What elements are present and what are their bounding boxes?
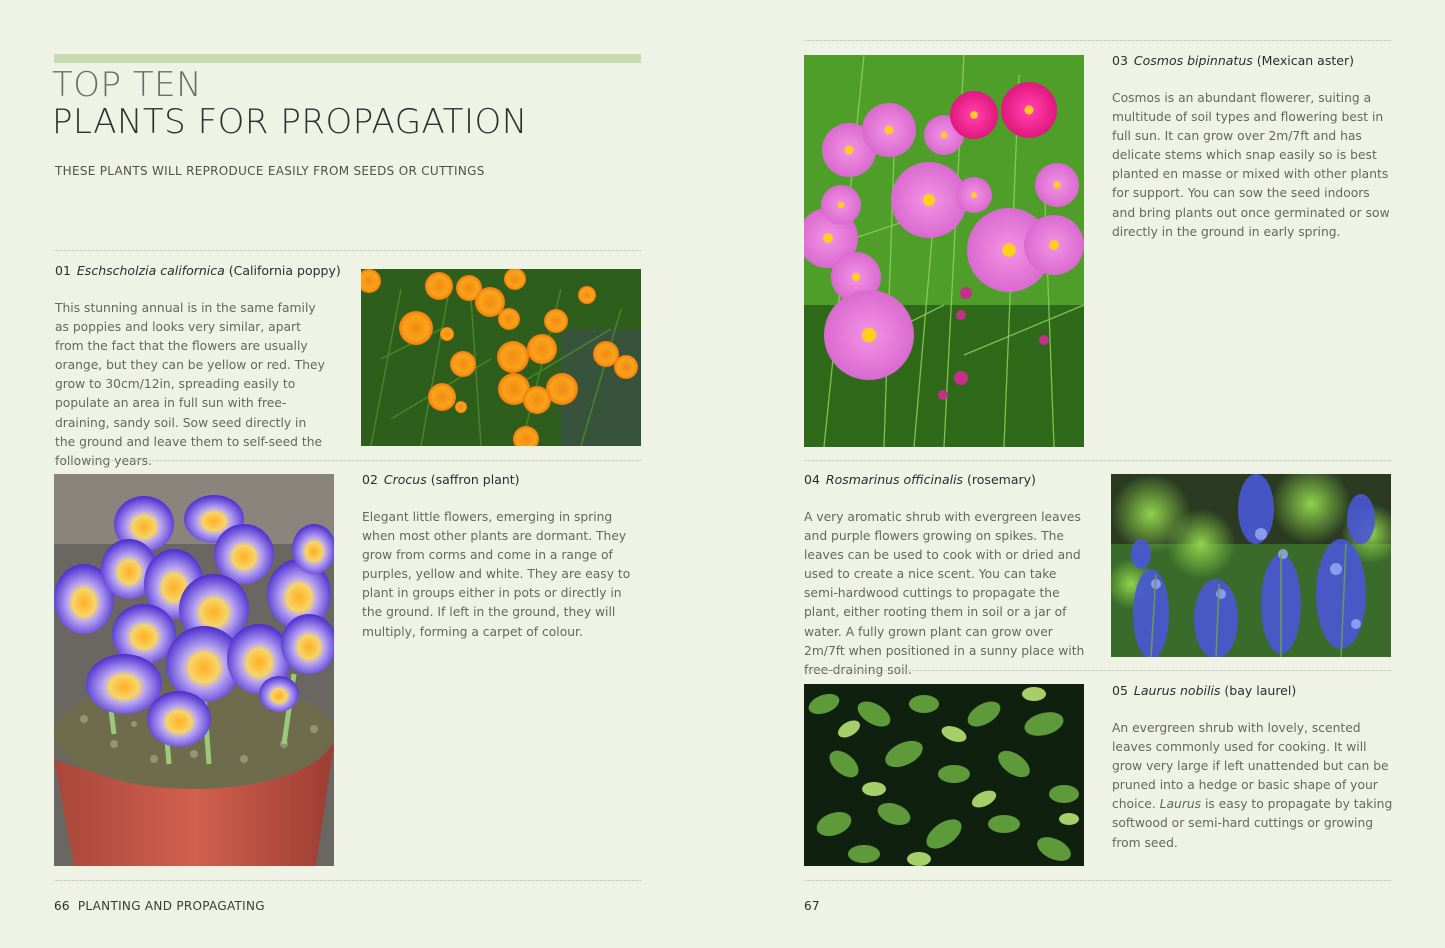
description-text: is easy to propagate by taking softwood or semi-hard cuttings or growing from seed. [1112,797,1393,850]
description-text: An evergreen shrub with lovely, scented leaves commonly used for cooking. It will grow very large if left unattended but can be pruned into a hedge or basic shape of your choice. [1112,721,1389,812]
common-name: (Mexican aster) [1256,53,1354,68]
latin-name: Crocus [383,472,427,487]
common-name: (California poppy) [228,263,341,278]
plant-01-heading [55,263,341,278]
plant-number: 02 [362,472,378,487]
bay-laurel-image [804,684,1084,866]
plant-number: 05 [1112,683,1128,698]
page-subtitle: THESE PLANTS WILL REPRODUCE EASILY FROM SEEDS OR CUTTINGS [55,164,485,178]
section-name: PLANTING AND PROPAGATING [77,899,265,913]
plant-03-heading [1112,53,1354,68]
common-name: (rosemary) [967,472,1036,487]
divider [804,880,1391,881]
plant-04-description: A very aromatic shrub with evergreen leaves and purple flowers growing on spikes. The leaves can be used to cook with or dried and used to create a nice scent. You can take semi-hardwood cuttings to propagate the plant, either rooting them in soil or a jar of water. A fully grown plant can grow over 2m/7ft when positioned in a sunny place with free-draining soil. [804,510,1085,677]
page-title-line1: TOP TEN [52,65,203,105]
divider [804,670,1391,671]
divider [54,460,641,461]
plant-number: 03 [1112,53,1128,68]
plant-number: 01 [55,263,71,278]
divider [804,460,1391,461]
right-page-footer [804,899,828,913]
latin-name: Eschscholzia californica [76,263,225,278]
pink-cosmos-image [804,55,1084,447]
plant-03-description: Cosmos is an abundant flowerer, suiting a multitude of soil types and flowering best in full sun. It can grow over 2m/7ft and has delicate stems which snap easily so is best planted en masse or mixed with other plants for support. You can sow the seed indoors and bring plants out once germinated or sow directly in the ground in early spring. [1112,91,1390,239]
common-name: (saffron plant) [430,472,520,487]
page-number: 66 [54,899,70,913]
page-number: 67 [804,899,820,913]
plant-01-description: This stunning annual is in the same family as poppies and looks very similar, apart from the fact that the flowers are usually orange, but they can be yellow or red. They grow to 30cm/12in, spreading easily to populate an area in full sun with free-draining, sandy soil. Sow seed directly in the ground and leave them to self-seed the following years. [55,301,325,468]
plant-02-heading [362,472,520,487]
latin-name: Cosmos bipinnatus [1133,53,1253,68]
plant-number: 04 [804,472,820,487]
plant-04-heading [804,472,1036,487]
divider [54,250,641,251]
orange-poppy-image [361,269,641,446]
purple-crocus-image [54,474,334,866]
divider [804,40,1391,41]
plant-02-description: Elegant little flowers, emerging in spring when most other plants are dormant. They grow from corms and come in a range of purples, yellow and white. They are easy to plant in groups either in pots or directly in the ground. If left in the ground, they will multiply, forming a carpet of colour. [362,510,631,639]
common-name: (bay laurel) [1224,683,1297,698]
plant-05-description [1112,719,1394,853]
left-page-footer [54,899,265,913]
description-italic-text: Laurus [1159,797,1202,812]
rosemary-image [1111,474,1391,657]
plant-05-heading [1112,683,1296,698]
latin-name: Laurus nobilis [1133,683,1221,698]
latin-name: Rosmarinus officinalis [825,472,964,487]
page-title-line2: PLANTS FOR PROPAGATION [52,102,528,142]
header-accent-band [54,54,641,63]
divider [54,880,641,881]
